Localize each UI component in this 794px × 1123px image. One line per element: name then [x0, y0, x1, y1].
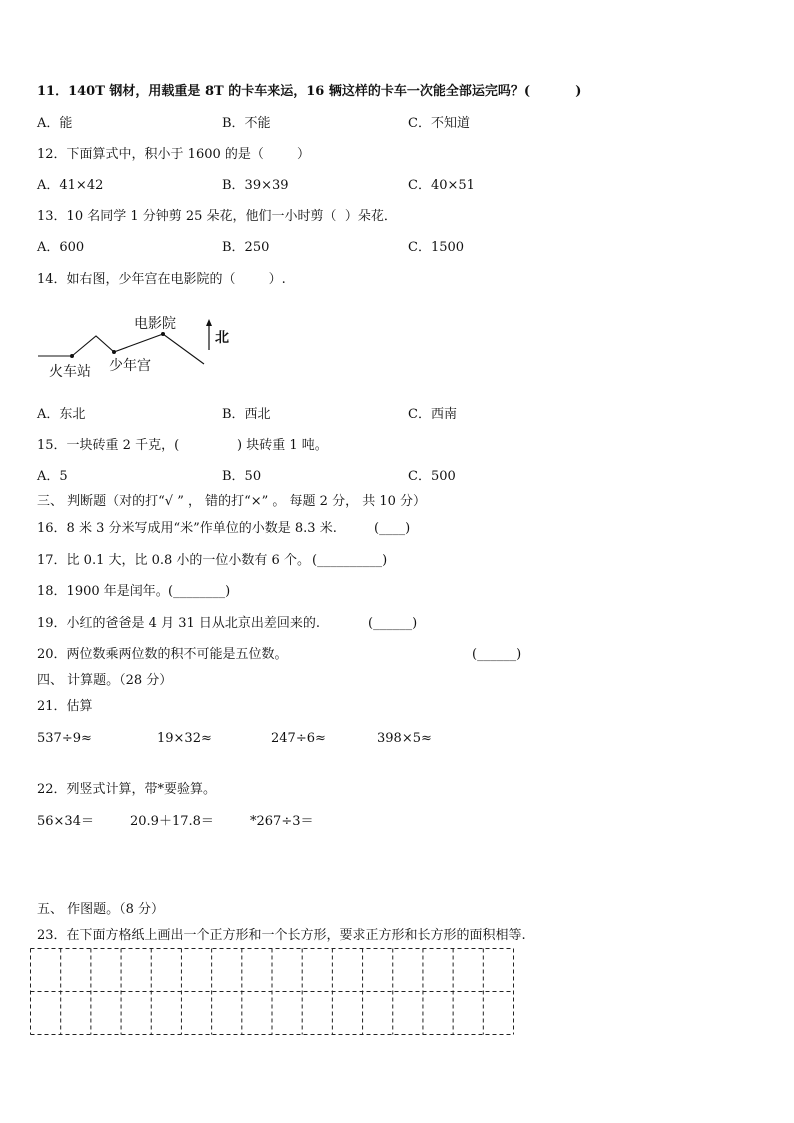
- q20-stem: 20．两位数乘两位数的积不可能是五位数。: [37, 647, 288, 662]
- q21-item: 537÷9≈: [37, 731, 92, 746]
- q20-answer-blank[interactable]: (______): [472, 647, 522, 662]
- section-5-heading: 五、 作图题。（8 分）: [37, 902, 165, 917]
- q18-answer-blank[interactable]: (________): [168, 584, 231, 599]
- q11-option-b: B．不能: [222, 116, 271, 131]
- q13-option-c: C．1500: [408, 240, 465, 255]
- q23-stem: 23．在下面方格纸上画出一个正方形和一个长方形，要求正方形和长方形的面积相等.: [37, 928, 526, 943]
- palace-label: 少年宫: [109, 358, 151, 374]
- q13-option-a: A．600: [37, 240, 85, 255]
- q13-option-b: B．250: [222, 240, 270, 255]
- q14-stem: 14．如右图，少年宫在电影院的（ ）.: [37, 272, 286, 287]
- north-arrow-icon: [206, 319, 212, 326]
- q11-stem: 11．140T 钢材，用载重是 8T 的卡车来运，16 辆这样的卡车一次能全部运完吗？( ): [37, 84, 582, 99]
- direction-map: [36, 308, 236, 388]
- q18-stem: 18．1900 年是闰年。: [37, 584, 169, 599]
- q14-option-c: C．西南: [408, 407, 457, 422]
- station-point: [70, 354, 74, 358]
- q19-stem: 19．小红的爸爸是 4 月 31 日从北京出差回来的.: [37, 616, 321, 631]
- q15-stem: 15．一块砖重 2 千克，( ) 块砖重 1 吨。: [37, 438, 328, 453]
- q21-item: 247÷6≈: [271, 731, 326, 746]
- q15-option-b: B．50: [222, 469, 262, 484]
- palace-point: [112, 350, 116, 354]
- q11-option-a: A．能: [37, 116, 73, 131]
- q12-option-c: C．40×51: [408, 178, 475, 193]
- q22-stem: 22．列竖式计算，带*要验算。: [37, 782, 217, 797]
- q15-option-c: C．500: [408, 469, 456, 484]
- cinema-label: 电影院: [134, 316, 176, 332]
- q16-answer-blank[interactable]: (____): [374, 521, 411, 536]
- q21-stem: 21．估算: [37, 699, 93, 714]
- q12-option-b: B．39×39: [222, 178, 289, 193]
- q21-item: 398×5≈: [377, 731, 432, 746]
- q14-option-a: A．东北: [37, 407, 86, 422]
- q22-item: 20.9＋17.8＝: [130, 814, 214, 829]
- q22-item: *267÷3＝: [250, 814, 314, 829]
- section-3-heading: 三、 判断题（对的打“√ ” ， 错的打“×” 。 每题 2 分， 共 10 分）: [37, 494, 427, 509]
- q14-option-b: B．西北: [222, 407, 271, 422]
- q15-option-a: A．5: [37, 469, 68, 484]
- q17-stem: 17．比 0.1 大，比 0.8 小的一位小数有 6 个。: [37, 553, 310, 568]
- q12-option-a: A．41×42: [37, 178, 104, 193]
- q22-item: 56×34＝: [37, 814, 94, 829]
- q21-item: 19×32≈: [157, 731, 212, 746]
- square-grid-paper[interactable]: [30, 948, 514, 1035]
- section-4-heading: 四、 计算题。（28 分）: [37, 673, 173, 688]
- north-label: 北: [215, 330, 229, 346]
- q19-answer-blank[interactable]: (______): [368, 616, 418, 631]
- q11-option-c: C．不知道: [408, 116, 470, 131]
- q12-stem: 12．下面算式中，积小于 1600 的是（ ）: [37, 147, 310, 162]
- q16-stem: 16．8 米 3 分米写成用“米”作单位的小数是 8.3 米.: [37, 521, 337, 536]
- q17-answer-blank[interactable]: (__________): [312, 553, 388, 568]
- cinema-point: [161, 332, 165, 336]
- q13-stem: 13．10 名同学 1 分钟剪 25 朵花，他们一小时剪（ ）朵花．: [37, 209, 397, 224]
- station-label: 火车站: [49, 364, 91, 380]
